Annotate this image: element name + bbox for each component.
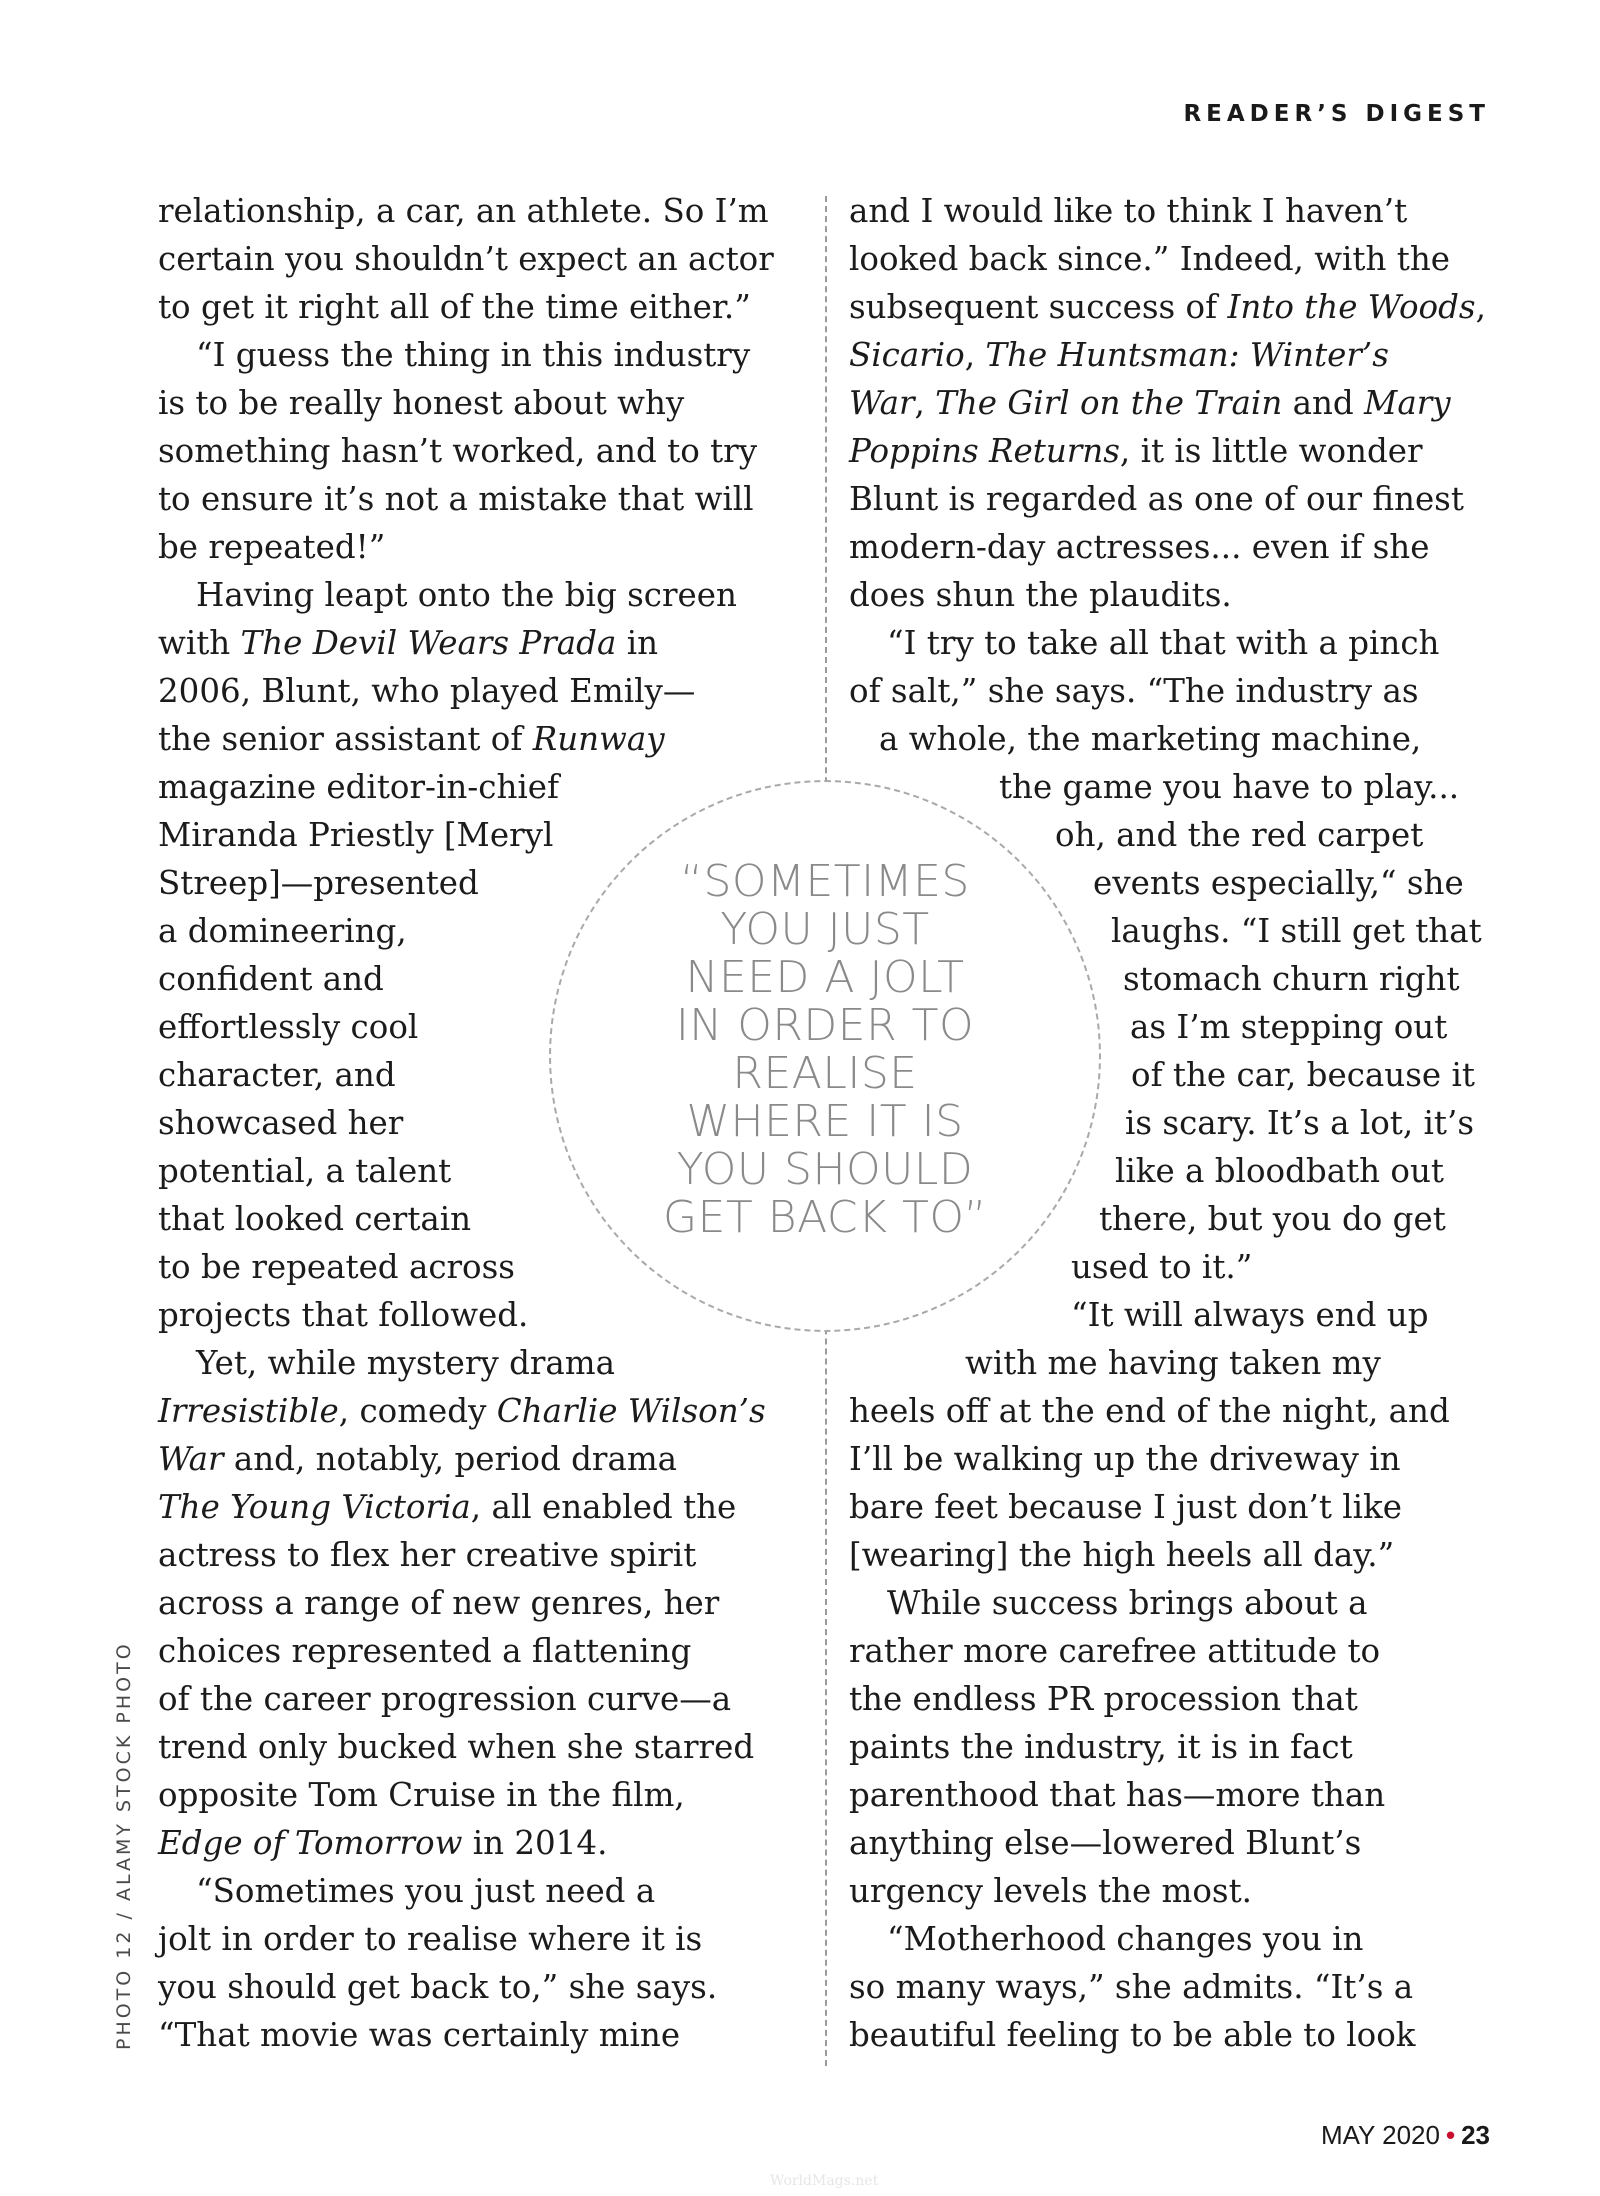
text-line bbox=[849, 2011, 1499, 2059]
text-line bbox=[158, 379, 808, 427]
text-run: bare feet because I just don’t like bbox=[849, 1488, 1402, 1526]
text-line bbox=[158, 1579, 808, 1627]
text-run: and I would like to think I haven’t bbox=[849, 192, 1408, 230]
text-line bbox=[158, 1675, 808, 1723]
photo-credit: PHOTO 12 / ALAMY STOCK PHOTO bbox=[113, 1641, 135, 2050]
bullet-separator: • bbox=[1445, 2120, 1456, 2150]
text-line bbox=[849, 1675, 1499, 1723]
pull-quote-line: YOU JUST bbox=[720, 904, 930, 955]
text-run: confident and bbox=[158, 960, 384, 998]
text-line bbox=[158, 1963, 808, 2011]
text-run: used to it.” bbox=[1071, 1248, 1253, 1286]
pull-quote-line: “SOMETIMES bbox=[680, 856, 970, 907]
text-run: character, and bbox=[158, 1056, 396, 1094]
text-line bbox=[158, 1387, 808, 1435]
text-run: looked back since.” Indeed, with the bbox=[849, 240, 1450, 278]
text-run: beautiful feeling to be able to look bbox=[849, 2016, 1416, 2054]
italic-title: The Devil Wears Prada bbox=[240, 624, 617, 662]
text-run: , bbox=[914, 384, 936, 422]
text-run: subsequent success of bbox=[849, 288, 1228, 326]
text-line bbox=[158, 1483, 808, 1531]
text-run: so many ways,” she admits. “It’s a bbox=[849, 1968, 1414, 2006]
text-line bbox=[158, 1723, 808, 1771]
text-run: with bbox=[158, 624, 241, 662]
text-line bbox=[849, 1579, 1499, 1627]
text-run: “It will always end up bbox=[1071, 1296, 1429, 1334]
text-run: Blunt is regarded as one of our finest bbox=[849, 480, 1464, 518]
text-run: trend only bucked when she starred bbox=[158, 1728, 755, 1766]
text-run: to be repeated across bbox=[158, 1248, 515, 1286]
italic-title: Irresistible bbox=[158, 1392, 339, 1430]
text-line bbox=[849, 763, 1499, 811]
text-run: rather more carefree attitude to bbox=[849, 1632, 1381, 1670]
text-run: certain you shouldn’t expect an actor bbox=[158, 240, 774, 278]
text-line bbox=[158, 331, 808, 379]
text-run: and bbox=[1282, 384, 1365, 422]
text-run: modern-day actresses... even if she bbox=[849, 528, 1430, 566]
text-run: [wearing] the high heels all day.” bbox=[849, 1536, 1395, 1574]
text-line bbox=[849, 523, 1499, 571]
text-run: of the car, because it bbox=[1131, 1056, 1475, 1094]
italic-title: The Girl on the Train bbox=[935, 384, 1283, 422]
text-run: there, but you do get bbox=[1099, 1200, 1446, 1238]
text-run: in 2014. bbox=[462, 1824, 608, 1862]
text-run: showcased her bbox=[158, 1104, 404, 1142]
text-line bbox=[158, 1867, 808, 1915]
page-footer bbox=[1321, 2120, 1490, 2151]
watermark: WorldMags.net bbox=[770, 2173, 879, 2189]
text-run: Yet, while mystery drama bbox=[196, 1344, 615, 1382]
text-line bbox=[849, 715, 1499, 763]
pull-quote-line: REALISE bbox=[732, 1048, 918, 1099]
text-line bbox=[849, 1627, 1499, 1675]
italic-title: Poppins Returns bbox=[849, 432, 1120, 470]
text-run: Miranda Priestly [Meryl bbox=[158, 816, 554, 854]
text-run: opposite Tom Cruise in the film, bbox=[158, 1776, 685, 1814]
text-line bbox=[849, 235, 1499, 283]
text-run: does shun the plaudits. bbox=[849, 576, 1232, 614]
text-run: “Motherhood changes you in bbox=[887, 1920, 1364, 1958]
text-run: and, notably, period drama bbox=[223, 1440, 678, 1478]
text-run: a domineering, bbox=[158, 912, 407, 950]
italic-title: Charlie Wilson’s bbox=[496, 1392, 766, 1430]
text-run: While success brings about a bbox=[887, 1584, 1368, 1622]
text-run: to get it right all of the time either.” bbox=[158, 288, 751, 326]
text-run: like a bloodbath out bbox=[1115, 1152, 1444, 1190]
text-run: oh, and the red carpet bbox=[1055, 816, 1424, 854]
text-run: in bbox=[616, 624, 659, 662]
text-line bbox=[158, 1915, 808, 1963]
italic-title: The Huntsman: Winter’s bbox=[985, 336, 1389, 374]
text-run: to ensure it’s not a mistake that will bbox=[158, 480, 754, 518]
text-run: be repeated!” bbox=[158, 528, 386, 566]
text-run: that looked certain bbox=[158, 1200, 472, 1238]
text-run: , all enabled the bbox=[470, 1488, 737, 1526]
text-line bbox=[849, 619, 1499, 667]
text-run: I’ll be walking up the driveway in bbox=[849, 1440, 1401, 1478]
text-line bbox=[849, 1723, 1499, 1771]
text-run: heels off at the end of the night, and bbox=[849, 1392, 1450, 1430]
magazine-title: READER’S DIGEST bbox=[1183, 101, 1490, 127]
text-line bbox=[849, 283, 1499, 331]
text-line bbox=[849, 1435, 1499, 1483]
text-run: paints the industry, it is in fact bbox=[849, 1728, 1353, 1766]
text-line bbox=[849, 379, 1499, 427]
text-run: relationship, a car, an athlete. So I’m bbox=[158, 192, 769, 230]
text-run: jolt in order to realise where it is bbox=[158, 1920, 703, 1958]
text-line bbox=[158, 619, 808, 667]
text-line bbox=[849, 1915, 1499, 1963]
pull-quote-line: YOU SHOULD bbox=[676, 1144, 974, 1195]
text-line bbox=[158, 475, 808, 523]
text-line bbox=[158, 1531, 808, 1579]
text-line bbox=[849, 571, 1499, 619]
text-line bbox=[849, 331, 1499, 379]
italic-title: Mary bbox=[1364, 384, 1451, 422]
pull-quote bbox=[549, 858, 1101, 1242]
pull-quote-line: WHERE IT IS bbox=[686, 1096, 964, 1147]
text-run: is to be really honest about why bbox=[158, 384, 685, 422]
text-line bbox=[849, 187, 1499, 235]
text-run: something hasn’t worked, and to try bbox=[158, 432, 758, 470]
text-run: the endless PR procession that bbox=[849, 1680, 1358, 1718]
text-run: , bbox=[1475, 288, 1486, 326]
italic-title: War bbox=[158, 1440, 224, 1478]
text-line bbox=[158, 571, 808, 619]
text-line bbox=[158, 1339, 808, 1387]
text-run: 2006, Blunt, who played Emily— bbox=[158, 672, 696, 710]
text-line bbox=[158, 427, 808, 475]
text-run: is scary. It’s a lot, it’s bbox=[1125, 1104, 1474, 1142]
text-line bbox=[158, 715, 808, 763]
italic-title: The Young Victoria bbox=[158, 1488, 471, 1526]
page-number: 23 bbox=[1461, 2120, 1490, 2150]
text-run: events especially,“ she bbox=[1093, 864, 1464, 902]
text-run: laughs. “I still get that bbox=[1111, 912, 1482, 950]
italic-title: Edge of Tomorrow bbox=[158, 1824, 463, 1862]
text-run: of the career progression curve—a bbox=[158, 1680, 732, 1718]
italic-title: War bbox=[849, 384, 915, 422]
text-line bbox=[849, 427, 1499, 475]
text-run: actress to flex her creative spirit bbox=[158, 1536, 697, 1574]
text-line bbox=[158, 1435, 808, 1483]
text-line bbox=[849, 1771, 1499, 1819]
italic-title: Runway bbox=[532, 720, 665, 758]
issue-date: MAY 2020 bbox=[1320, 2120, 1440, 2150]
text-run: a whole, the marketing machine, bbox=[879, 720, 1422, 758]
pull-quote-line: IN ORDER TO bbox=[675, 1000, 975, 1051]
text-run: “Sometimes you just need a bbox=[196, 1872, 656, 1910]
text-run: projects that followed. bbox=[158, 1296, 529, 1334]
text-line bbox=[849, 667, 1499, 715]
text-run: , bbox=[964, 336, 986, 374]
text-run: anything else—lowered Blunt’s bbox=[849, 1824, 1362, 1862]
text-line bbox=[849, 1819, 1499, 1867]
pull-quote-line: GET BACK TO” bbox=[663, 1192, 987, 1243]
text-run: stomach churn right bbox=[1123, 960, 1460, 998]
text-line bbox=[849, 1483, 1499, 1531]
text-line bbox=[158, 1771, 808, 1819]
text-line bbox=[158, 235, 808, 283]
text-run: potential, a talent bbox=[158, 1152, 452, 1190]
text-line bbox=[849, 1339, 1499, 1387]
text-run: the senior assistant of bbox=[158, 720, 533, 758]
text-run: , it is little wonder bbox=[1119, 432, 1423, 470]
text-run: Streep]—presented bbox=[158, 864, 479, 902]
text-run: Having leapt onto the big screen bbox=[196, 576, 737, 614]
text-line bbox=[158, 523, 808, 571]
text-line bbox=[849, 1867, 1499, 1915]
text-line bbox=[158, 2011, 808, 2059]
text-run: of salt,” she says. “The industry as bbox=[849, 672, 1419, 710]
text-run: the game you have to play... bbox=[999, 768, 1460, 806]
italic-title: Into the Woods bbox=[1227, 288, 1476, 326]
text-line bbox=[849, 1963, 1499, 2011]
text-line bbox=[158, 1627, 808, 1675]
text-run: parenthood that has—more than bbox=[849, 1776, 1386, 1814]
text-run: urgency levels the most. bbox=[849, 1872, 1252, 1910]
italic-title: Sicario bbox=[849, 336, 965, 374]
text-run: , comedy bbox=[338, 1392, 497, 1430]
text-line bbox=[158, 187, 808, 235]
text-run: effortlessly cool bbox=[158, 1008, 419, 1046]
text-run: “I guess the thing in this industry bbox=[196, 336, 751, 374]
text-line bbox=[849, 475, 1499, 523]
text-run: choices represented a flattening bbox=[158, 1632, 692, 1670]
text-line bbox=[849, 1387, 1499, 1435]
text-line bbox=[158, 283, 808, 331]
text-run: “I try to take all that with a pinch bbox=[887, 624, 1440, 662]
text-line bbox=[849, 1531, 1499, 1579]
text-line bbox=[158, 667, 808, 715]
text-run: you should get back to,” she says. bbox=[158, 1968, 718, 2006]
text-run: magazine editor-in-chief bbox=[158, 768, 560, 806]
text-run: as I’m stepping out bbox=[1130, 1008, 1448, 1046]
text-line bbox=[158, 1819, 808, 1867]
pull-quote-line: NEED A JOLT bbox=[685, 952, 965, 1003]
text-run: with me having taken my bbox=[965, 1344, 1381, 1382]
text-run: “That movie was certainly mine bbox=[158, 2016, 681, 2054]
text-run: across a range of new genres, her bbox=[158, 1584, 720, 1622]
